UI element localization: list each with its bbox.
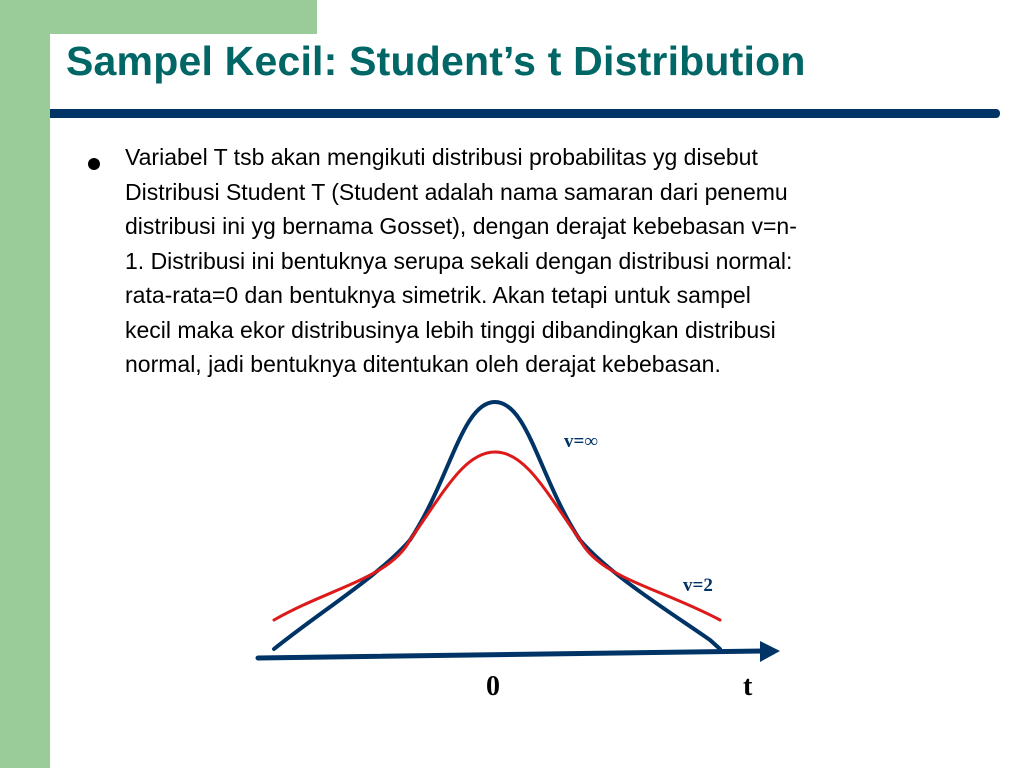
bullet-icon (88, 158, 100, 170)
t-axis-label: t (743, 671, 753, 702)
curve-infinity-label: v=∞ (564, 431, 598, 452)
t-distribution-diagram (240, 390, 800, 720)
arrow-head-icon (760, 641, 780, 662)
slide-title: Sampel Kecil: Student’s t Distribution (66, 38, 806, 84)
left-accent-band (0, 0, 50, 768)
body-paragraph: Variabel T tsb akan mengikuti distribusi probabilitas yg disebut Distribusi Student T (Student adalah nama samaran dari penemu distribusi ini yg bernama Gosset), dengan derajat kebebasan v=n- 1. Distribusi ini bentuknya serupa sekali dengan distribusi normal: rata-rata=0 dan bentuknya simetrik. Akan tetapi untuk sampel kecil maka ekor distribusinya lebih tinggi dibandingkan distribusi normal, jadi bentuknya ditentukan oleh derajat kebebasan. (125, 144, 797, 377)
student-t-curve (274, 452, 720, 620)
t-axis-line (258, 651, 766, 658)
origin-label: 0 (486, 671, 500, 702)
top-accent-band (50, 0, 317, 34)
title-underline (50, 109, 1000, 118)
curve-two-label: v=2 (683, 575, 713, 596)
normal-curve (274, 402, 720, 649)
